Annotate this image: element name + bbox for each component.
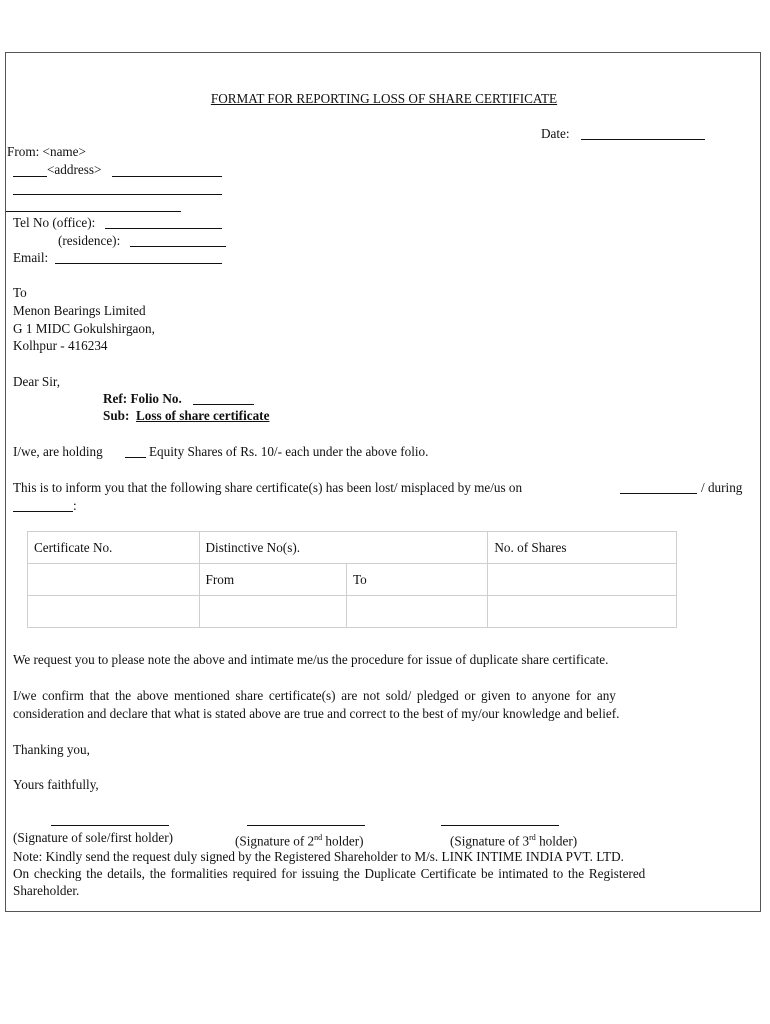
address-line-2-blank[interactable] bbox=[13, 194, 222, 195]
address-line-1-blank[interactable] bbox=[112, 176, 222, 177]
inform-during: / during bbox=[701, 480, 743, 495]
date-blank[interactable] bbox=[581, 139, 705, 140]
table-subheader-row bbox=[28, 564, 677, 596]
ref-folio-label: Ref: Folio No. bbox=[103, 391, 182, 406]
inform-text: This is to inform you that the following share certificate(s) has been lost/ misplaced by me/us on bbox=[13, 480, 523, 495]
cell-certificate-blank[interactable] bbox=[28, 564, 200, 596]
checking-text-line-2: Shareholder. bbox=[13, 883, 80, 898]
tel-residence-blank[interactable] bbox=[130, 246, 226, 247]
cell-shares-blank[interactable] bbox=[488, 564, 677, 596]
to-address: G 1 MIDC Gokulshirgaon, bbox=[13, 321, 155, 336]
shares-count-blank[interactable] bbox=[125, 457, 146, 458]
signature-line-second[interactable] bbox=[247, 825, 365, 826]
signature-first-label: (Signature of sole/first holder) bbox=[13, 830, 174, 845]
certificate-table bbox=[27, 531, 677, 628]
address-label: <address> bbox=[47, 162, 102, 177]
signature-second-label: (Signature of 2nd holder) bbox=[235, 833, 364, 849]
header-no-of-shares: No. of Shares bbox=[488, 532, 677, 564]
confirm-paragraph-line-1: I/we confirm that the above mentioned share certificate(s) are not sold/ pledged or given to anyone for any bbox=[13, 688, 616, 703]
page-title: FORMAT FOR REPORTING LOSS OF SHARE CERTIFICATE bbox=[210, 91, 558, 106]
signature-line-third[interactable] bbox=[441, 825, 559, 826]
confirm-paragraph-line-2: consideration and declare that what is stated above are true and correct to the best of my/our knowledge and belief. bbox=[13, 706, 620, 721]
cell-shares-entry[interactable] bbox=[488, 596, 677, 628]
cell-from-entry[interactable] bbox=[199, 596, 346, 628]
table-row bbox=[28, 596, 677, 628]
to-city: Kolhpur - 416234 bbox=[13, 338, 108, 353]
lost-date-blank[interactable] bbox=[620, 493, 697, 494]
inform-colon: : bbox=[73, 498, 77, 513]
tel-office-label: Tel No (office): bbox=[13, 215, 96, 230]
date-label: Date: bbox=[541, 126, 570, 141]
subject-text: Loss of share certificate bbox=[136, 408, 270, 423]
cell-certificate-entry[interactable] bbox=[28, 596, 200, 628]
document-page bbox=[5, 52, 761, 912]
header-distinctive-no: Distinctive No(s). bbox=[199, 532, 488, 564]
checking-text-line-1: On checking the details, the formalities required for issuing the Duplicate Certificate be intimated to the Registered bbox=[13, 866, 646, 881]
holding-text-after: Equity Shares of Rs. 10/- each under the above folio. bbox=[149, 444, 429, 459]
holding-text-before: I/we, are holding bbox=[13, 444, 103, 459]
header-certificate-no: Certificate No. bbox=[28, 532, 200, 564]
salutation: Dear Sir, bbox=[13, 374, 61, 389]
address-prefix-blank[interactable] bbox=[13, 176, 47, 177]
request-paragraph: We request you to please note the above and intimate me/us the procedure for issue of duplicate share certificate. bbox=[13, 652, 609, 667]
signature-third-label: (Signature of 3rd holder) bbox=[450, 833, 578, 849]
during-blank[interactable] bbox=[13, 511, 73, 512]
folio-blank[interactable] bbox=[193, 404, 254, 405]
email-blank[interactable] bbox=[55, 263, 222, 264]
to-company: Menon Bearings Limited bbox=[13, 303, 146, 318]
from-label: From: <name> bbox=[7, 144, 86, 159]
closing-text: Yours faithfully, bbox=[13, 777, 99, 792]
tel-residence-label: (residence): bbox=[58, 233, 121, 248]
thanking-text: Thanking you, bbox=[13, 742, 90, 757]
subject-label: Sub: bbox=[103, 408, 130, 423]
note-text: Note: Kindly send the request duly signed by the Registered Shareholder to M/s. LINK INTIME INDIA PVT. LTD. bbox=[13, 849, 624, 864]
subheader-from: From bbox=[199, 564, 346, 596]
signature-line-first[interactable] bbox=[51, 825, 169, 826]
address-line-3-blank[interactable] bbox=[6, 211, 181, 212]
table-header-row bbox=[28, 532, 677, 564]
to-label: To bbox=[13, 285, 27, 300]
cell-to-entry[interactable] bbox=[346, 596, 487, 628]
subheader-to: To bbox=[346, 564, 487, 596]
email-label: Email: bbox=[13, 250, 49, 265]
tel-office-blank[interactable] bbox=[105, 228, 222, 229]
